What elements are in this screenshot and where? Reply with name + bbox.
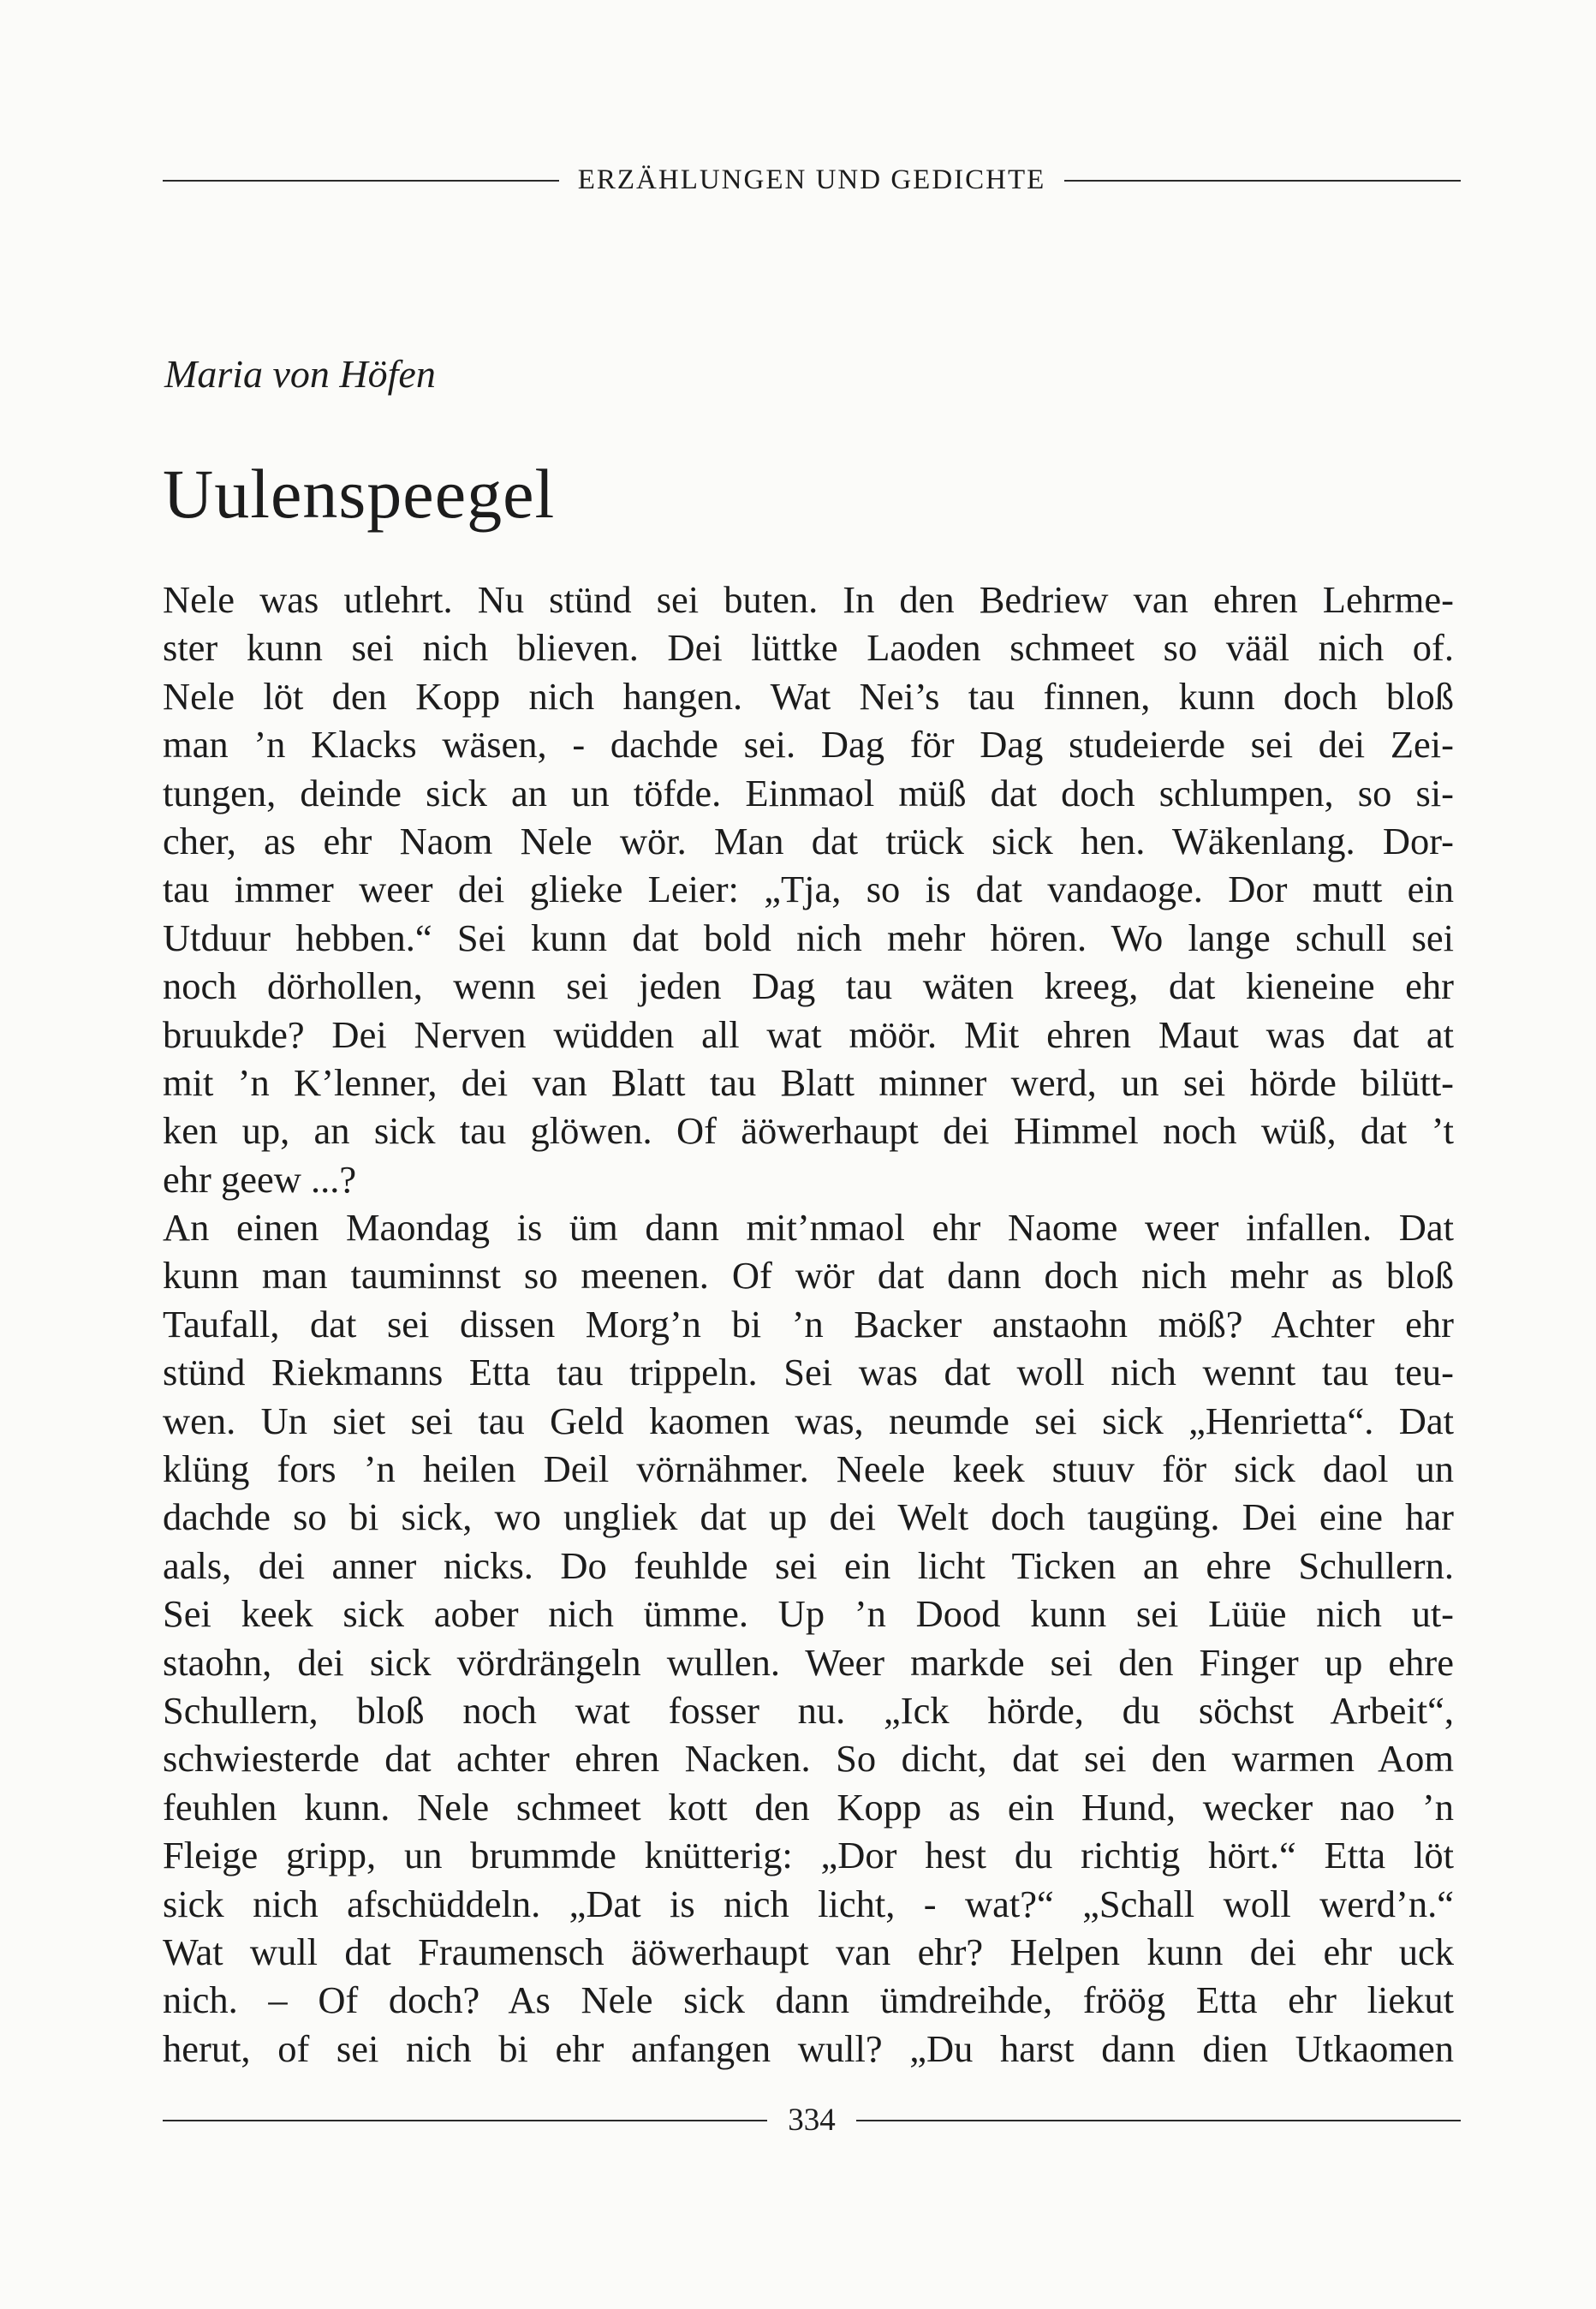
text-line: An einen Maondag is üm dann mit’nmaol ehr Naome weer infallen. Dat	[163, 1206, 1454, 1250]
text-line: ken up, an sick tau glöwen. Of äöwerhaupt dei Himmel noch wüß, dat ’t	[163, 1109, 1454, 1153]
text-line: aals, dei anner nicks. Do feuhlde sei ein licht Ticken an ehre Schullern.	[163, 1543, 1454, 1587]
text-line: herut, of sei nich bi ehr anfangen wull? „Du harst dann dien Utkaomen	[163, 2026, 1454, 2070]
text-line: dachde so bi sick, wo ungliek dat up dei Welt doch taugüng. Dei eine har	[163, 1495, 1454, 1539]
running-header	[163, 164, 1461, 196]
text-line: ehr geew ...?	[163, 1157, 357, 1201]
text-line: Fleige gripp, un brummde knütterig: „Dor hest du richtig hört.“ Etta löt	[163, 1834, 1454, 1877]
text-line: Sei keek sick aober nich ümme. Up ’n Dood kunn sei Lüüe nich ut-	[163, 1592, 1454, 1636]
header-rule-left	[163, 180, 559, 182]
story-body	[163, 576, 1454, 2121]
text-line: schwiesterde dat achter ehren Nacken. So dicht, dat sei den warmen Aom	[163, 1737, 1454, 1781]
text-line: Nele löt den Kopp nich hangen. Wat Nei’s tau finnen, kunn doch bloß	[163, 674, 1454, 718]
author-name: Maria von Höfen	[164, 352, 436, 396]
text-line: cher, as ehr Naom Nele wör. Man dat trück sick hen. Wäkenlang. Dor-	[163, 819, 1454, 862]
footer-rule-left	[163, 2120, 767, 2121]
text-line: noch dörhollen, wenn sei jeden Dag tau wäten kreeg, dat kieneine ehr	[163, 964, 1454, 1008]
text-line: tau immer weer dei glieke Leier: „Tja, so is dat vandaoge. Dor mutt ein	[163, 868, 1454, 911]
text-line: stünd Riekmanns Etta tau trippeln. Sei was dat woll nich wennt tau teu-	[163, 1351, 1454, 1394]
text-line: wen. Un siet sei tau Geld kaomen was, neumde sei sick „Henrietta“. Dat	[163, 1399, 1454, 1442]
text-line: man ’n Klacks wäsen, - dachde sei. Dag för Dag studeierde sei dei Zei-	[163, 723, 1454, 767]
text-line: Wat wull dat Fraumensch äöwerhaupt van ehr? Helpen kunn dei ehr uck	[163, 1930, 1454, 1973]
story-title: Uulenspeegel	[163, 455, 556, 533]
text-line: nich. – Of doch? As Nele sick dann ümdreihde, fröög Etta ehr liekut	[163, 1978, 1454, 2022]
text-line: Utduur hebben.“ Sei kunn dat bold nich mehr hören. Wo lange schull sei	[163, 916, 1454, 959]
running-title: ERZÄHLUNGEN UND GEDICHTE	[577, 164, 1046, 195]
text-line: mit ’n K’lenner, dei van Blatt tau Blatt minner werd, un sei hörde bilütt-	[163, 1060, 1454, 1104]
text-line: Nele was utlehrt. Nu stünd sei buten. In den Bedriew van ehren Lehrme-	[163, 578, 1454, 621]
text-line: sick nich afschüddeln. „Dat is nich licht, - wat?“ „Schall woll werd’n.“	[163, 1882, 1454, 1925]
text-line: bruukde? Dei Nerven wüdden all wat möör. Mit ehren Maut was dat at	[163, 1012, 1454, 1056]
text-line: Taufall, dat sei dissen Morg’n bi ’n Backer anstaohn möß? Achter ehr	[163, 1302, 1454, 1345]
text-line: ster kunn sei nich blieven. Dei lüttke Laoden schmeet so vääl nich of.	[163, 626, 1454, 670]
page-number: 334	[788, 2103, 836, 2138]
text-line: kunn man tauminnst so meenen. Of wör dat dann doch nich mehr as bloß	[163, 1254, 1454, 1298]
page-footer	[163, 2102, 1461, 2139]
header-rule-right	[1064, 180, 1461, 182]
text-line: Schullern, bloß noch wat fosser nu. „Ick hörde, du söchst Arbeit“,	[163, 1688, 1454, 1732]
text-line: feuhlen kunn. Nele schmeet kott den Kopp as ein Hund, wecker nao ’n	[163, 1785, 1454, 1829]
text-line: staohn, dei sick vördrängeln wullen. Weer markde sei den Finger up ehre	[163, 1640, 1454, 1684]
footer-rule-right	[856, 2120, 1461, 2121]
text-line: klüng fors ’n heilen Deil vörnähmer. Neele keek stuuv för sick daol un	[163, 1447, 1454, 1491]
text-line: tungen, deinde sick an un töfde. Einmaol müß dat doch schlumpen, so si-	[163, 771, 1454, 814]
